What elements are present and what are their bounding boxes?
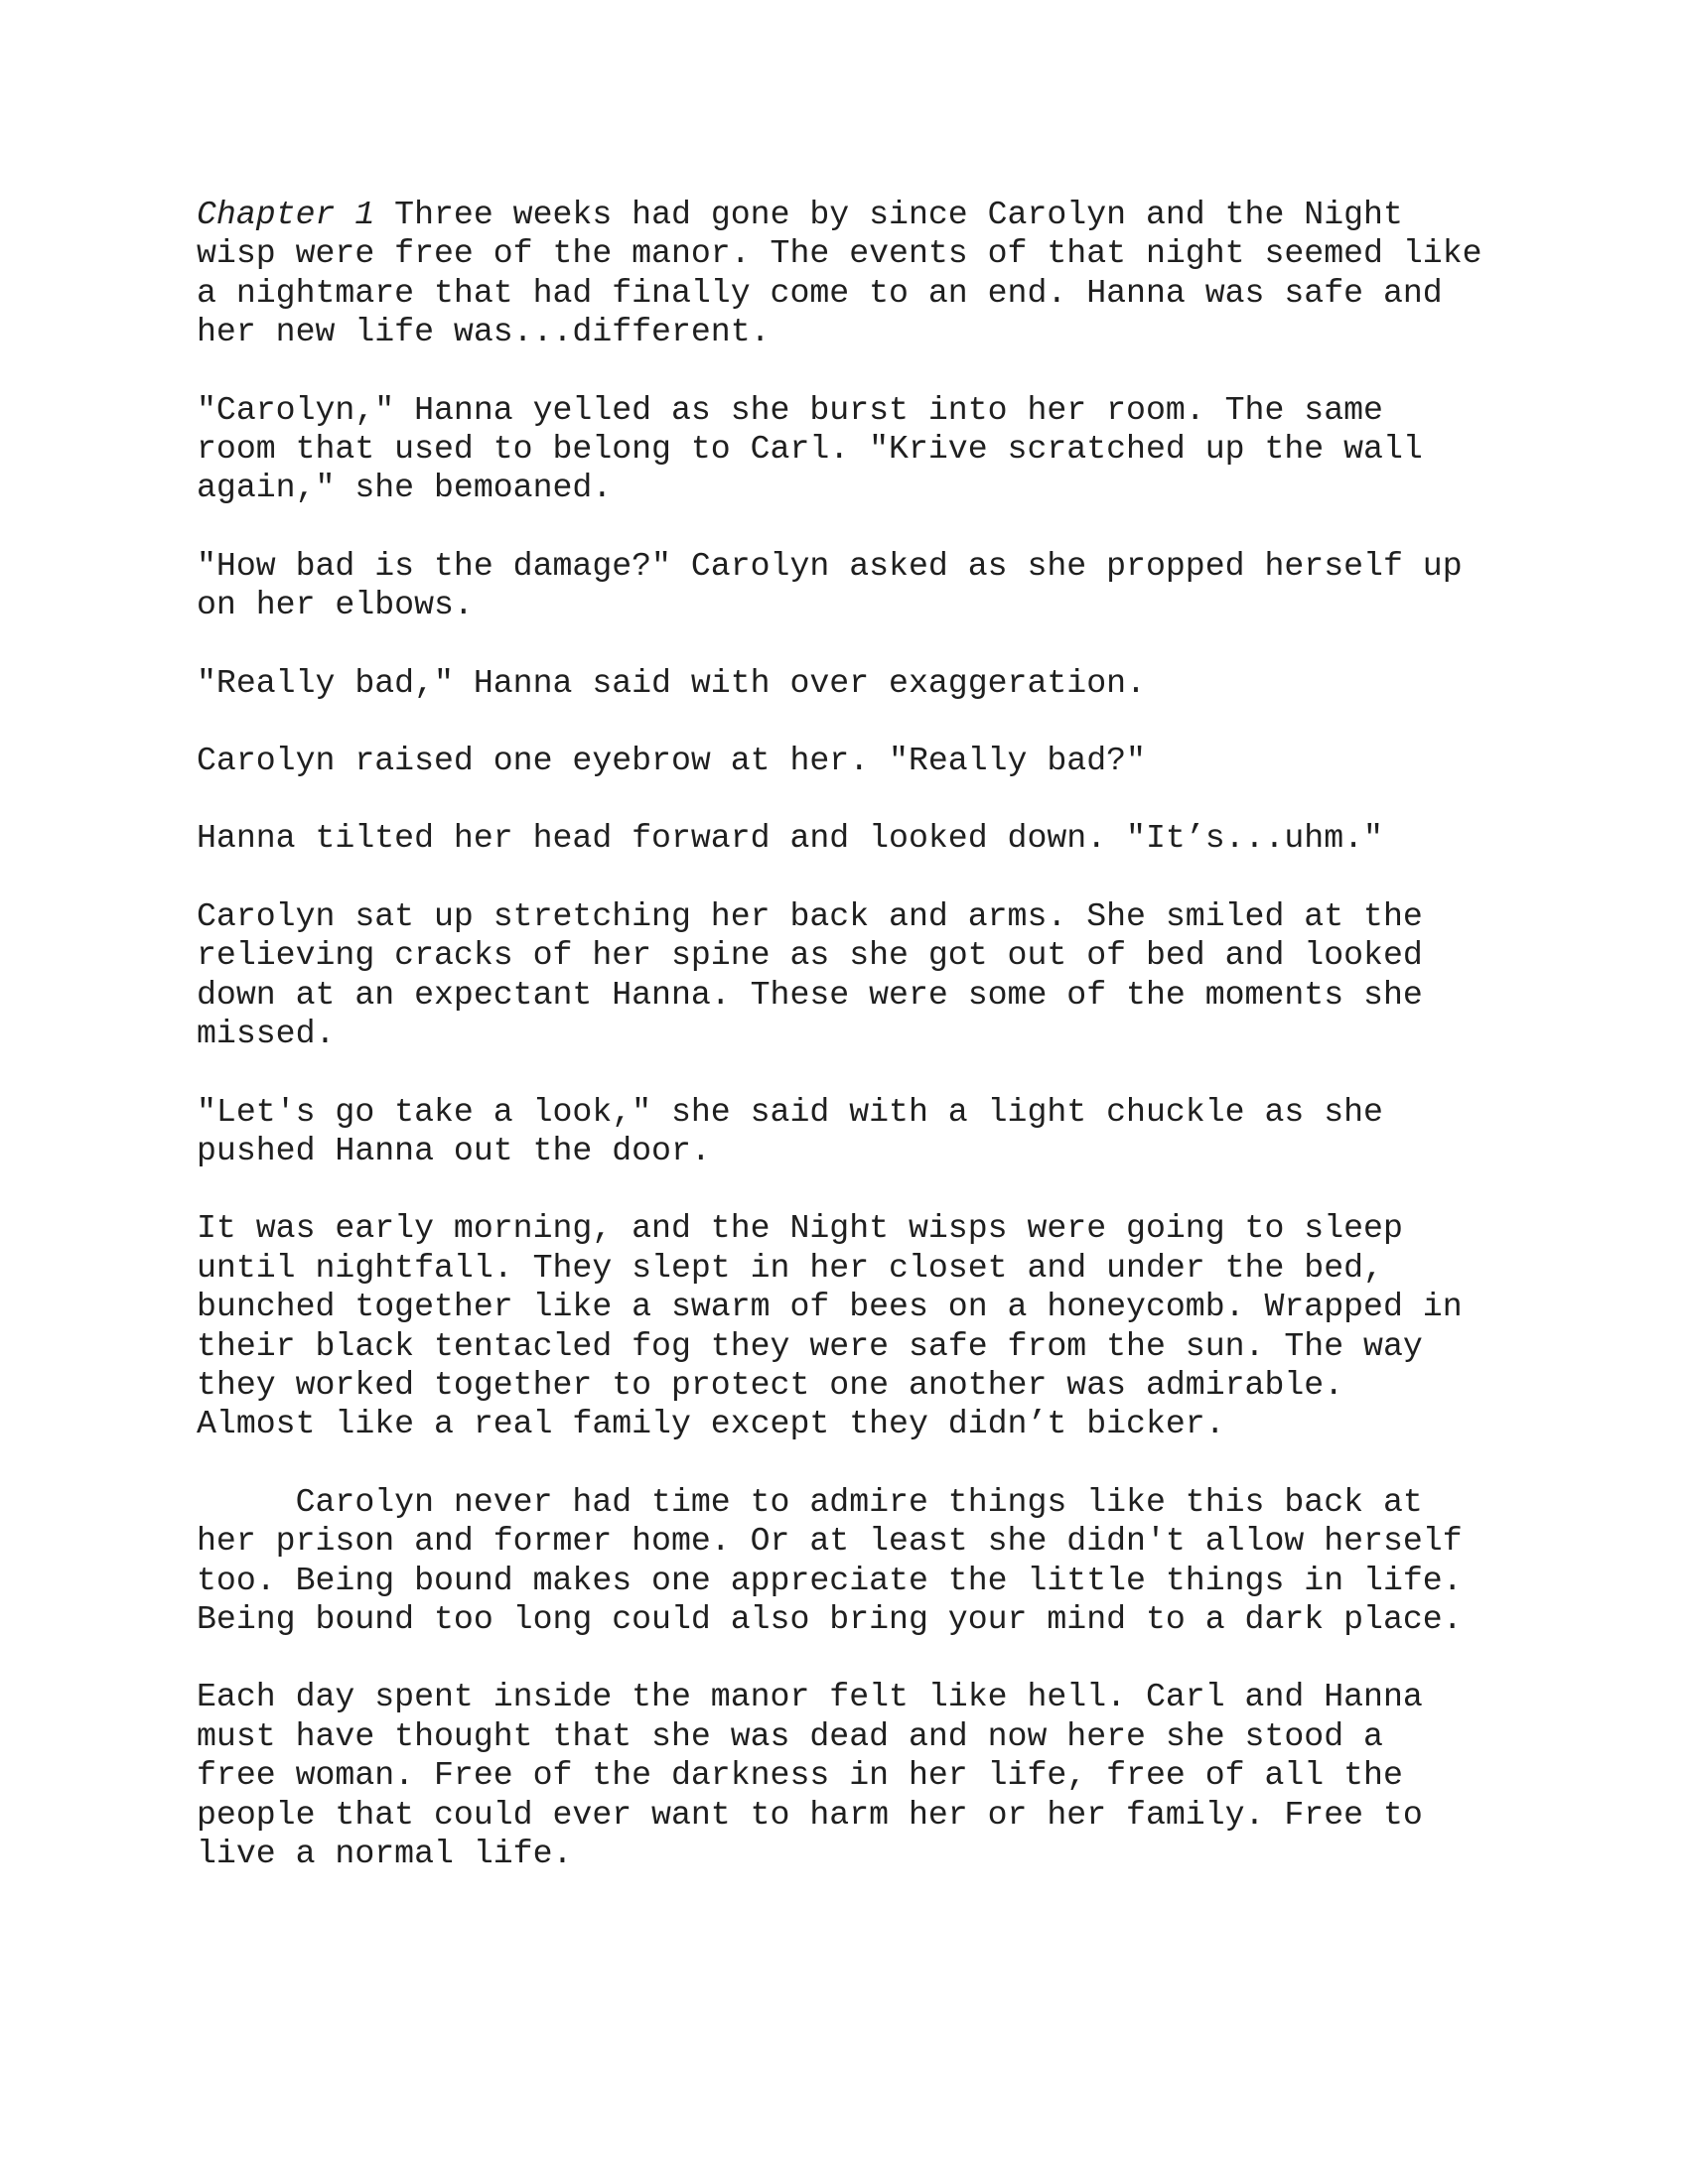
document-page bbox=[197, 196, 1497, 1912]
paragraph-4 bbox=[197, 664, 1497, 703]
text-line: "How bad is the damage?" Carolyn asked as she propped herself up bbox=[197, 546, 1463, 585]
text-line: bunched together like a swarm of bees on a honeycomb. Wrapped in bbox=[197, 1288, 1463, 1326]
text-line: "Carolyn," Hanna yelled as she burst into her room. The same bbox=[197, 390, 1383, 429]
chapter-heading: Chapter 1 bbox=[197, 196, 375, 233]
text-line: her new life was...different. bbox=[197, 313, 771, 351]
text-line: Hanna tilted her head forward and looked down. "It’s...uhm." bbox=[197, 819, 1383, 858]
text-line: Carolyn never had time to admire things like this back at bbox=[197, 1482, 1423, 1521]
paragraph-1 bbox=[197, 196, 1497, 352]
text-line: until nightfall. They slept in her closet and under the bed, bbox=[197, 1248, 1383, 1287]
paragraph-7 bbox=[197, 897, 1497, 1054]
text-line: Carolyn raised one eyebrow at her. "Really bad?" bbox=[197, 742, 1146, 780]
text-line: her prison and former home. Or at least she didn't allow herself bbox=[197, 1522, 1463, 1561]
paragraph-9 bbox=[197, 1209, 1497, 1443]
paragraph-10 bbox=[197, 1483, 1497, 1640]
text-line: Almost like a real family except they didn’t bicker. bbox=[197, 1405, 1225, 1443]
text-line: they worked together to protect one another was admirable. bbox=[197, 1365, 1344, 1404]
paragraph-3 bbox=[197, 547, 1497, 625]
text-line: "Let's go take a look," she said with a light chuckle as she bbox=[197, 1092, 1383, 1131]
text-line: Carolyn sat up stretching her back and arms. She smiled at the bbox=[197, 896, 1423, 935]
text-line: Being bound too long could also bring your mind to a dark place. bbox=[197, 1599, 1463, 1638]
text-line: Three weeks had gone by since Carolyn and the Night bbox=[374, 196, 1403, 233]
paragraph-6 bbox=[197, 819, 1497, 858]
paragraph-2 bbox=[197, 391, 1497, 508]
text-line: live a normal life. bbox=[197, 1835, 573, 1872]
paragraph-11 bbox=[197, 1678, 1497, 1873]
text-line: "Really bad," Hanna said with over exaggeration. bbox=[197, 663, 1146, 702]
text-line: wisp were free of the manor. The events of that night seemed like bbox=[197, 234, 1482, 273]
paragraph-8 bbox=[197, 1093, 1497, 1171]
text-line: missed. bbox=[197, 1015, 336, 1053]
text-line: must have thought that she was dead and now here she stood a bbox=[197, 1716, 1383, 1755]
text-line: on her elbows. bbox=[197, 586, 474, 624]
text-line: It was early morning, and the Night wisps were going to sleep bbox=[197, 1209, 1403, 1248]
text-line: Each day spent inside the manor felt like hell. Carl and Hanna bbox=[197, 1678, 1423, 1716]
text-line: too. Being bound makes one appreciate the little things in life. bbox=[197, 1561, 1463, 1599]
text-line: a nightmare that had finally come to an end. Hanna was safe and bbox=[197, 273, 1443, 312]
text-line: people that could ever want to harm her or her family. Free to bbox=[197, 1795, 1423, 1834]
text-line: down at an expectant Hanna. These were some of the moments she bbox=[197, 975, 1423, 1014]
text-line: free woman. Free of the darkness in her life, free of all the bbox=[197, 1756, 1403, 1795]
text-line: again," she bemoaned. bbox=[197, 469, 613, 507]
text-line: room that used to belong to Carl. "Krive scratched up the wall bbox=[197, 430, 1423, 469]
text-line: relieving cracks of her spine as she got out of bed and looked bbox=[197, 936, 1423, 975]
paragraph-5 bbox=[197, 742, 1497, 780]
text-line: their black tentacled fog they were safe from the sun. The way bbox=[197, 1326, 1423, 1365]
text-line: pushed Hanna out the door. bbox=[197, 1131, 711, 1169]
